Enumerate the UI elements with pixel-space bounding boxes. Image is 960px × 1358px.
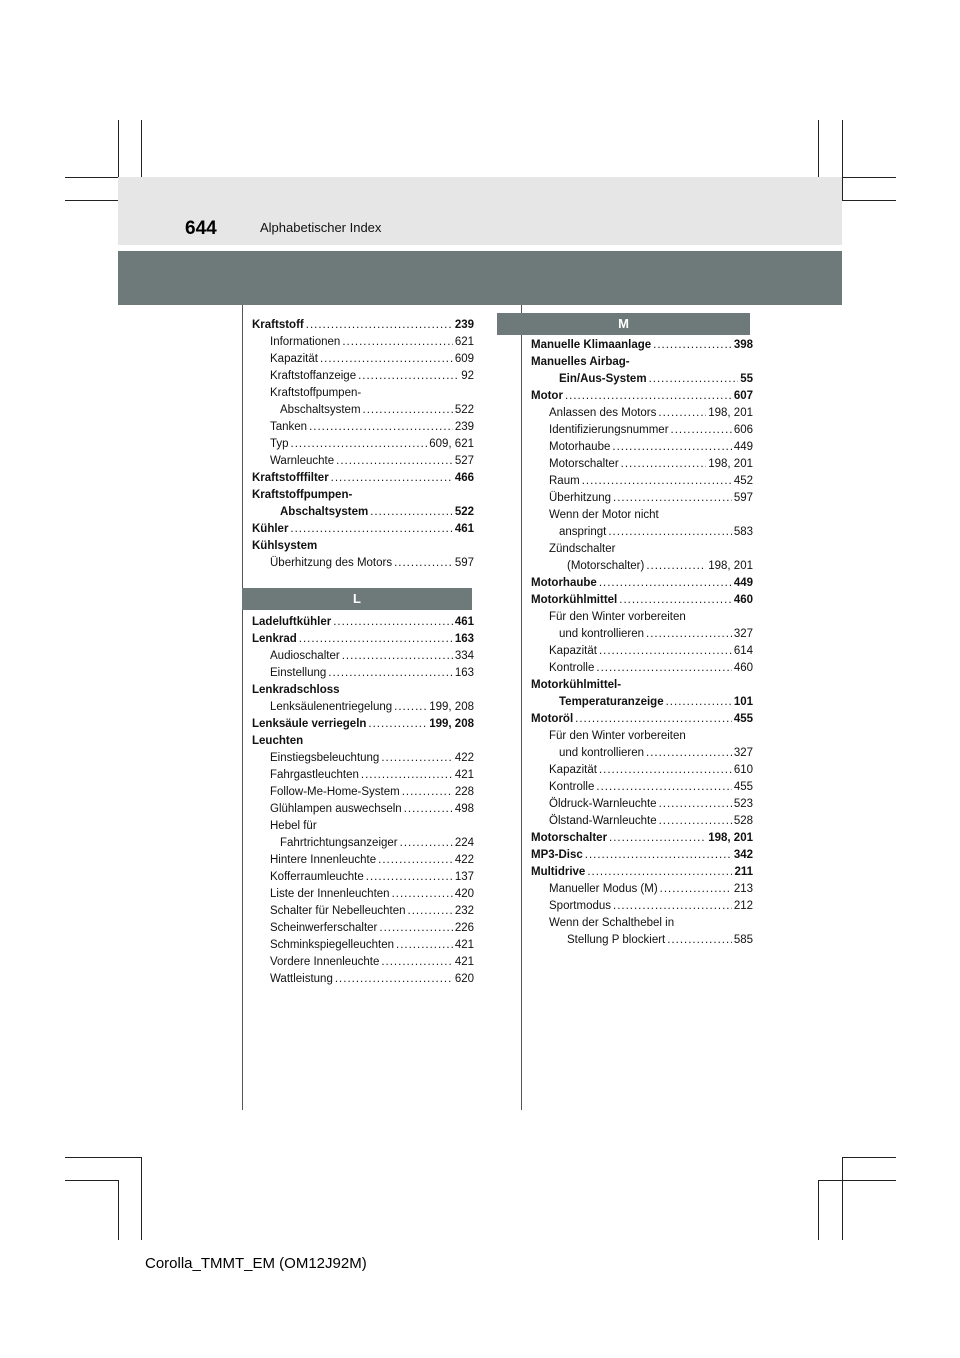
index-page-ref: 101 (733, 696, 753, 708)
index-entry (531, 541, 753, 558)
index-entry (531, 405, 753, 422)
dot-leader (596, 660, 731, 677)
index-entry (531, 524, 753, 541)
index-term: Motorschalter (531, 832, 608, 844)
index-page-ref: 334 (454, 650, 474, 662)
index-page-ref: 610 (733, 764, 753, 776)
index-entry (531, 490, 753, 507)
index-entry (252, 538, 474, 555)
dot-leader (370, 504, 453, 521)
index-term: Zündschalter (549, 543, 616, 555)
index-entry (252, 716, 474, 733)
crop-mark (65, 1180, 118, 1181)
index-term: Überhitzung (549, 492, 612, 504)
dot-leader (342, 334, 452, 351)
dot-leader (306, 317, 453, 334)
index-entry (531, 745, 753, 762)
index-page-ref: 224 (454, 837, 474, 849)
index-term: Schalter für Nebelleuchten (270, 905, 406, 917)
index-page-ref: 213 (733, 883, 753, 895)
index-term: Audioschalter (270, 650, 340, 662)
index-entry (531, 915, 753, 932)
dot-leader (336, 453, 453, 470)
index-term: Hintere Innenleuchte (270, 854, 377, 866)
index-page-ref: 226 (454, 922, 474, 934)
column-divider (242, 305, 243, 1110)
index-page-ref: 422 (454, 752, 474, 764)
index-term: Manueller Modus (M) (549, 883, 658, 895)
index-page-ref: 55 (740, 373, 753, 385)
dot-leader (363, 402, 453, 419)
index-entry (252, 852, 474, 869)
index-term: Motorkühlmittel- (531, 679, 622, 691)
index-entry (531, 898, 753, 915)
index-page-ref: 398 (733, 339, 753, 351)
index-term: Raum (549, 475, 580, 487)
index-page-ref: 455 (733, 713, 753, 725)
dot-leader (599, 575, 732, 592)
index-entry (531, 779, 753, 796)
index-term: Lenksäulenentriegelung (270, 701, 393, 713)
dot-leader (309, 419, 453, 436)
dot-leader (582, 473, 732, 490)
index-term: Sportmodus (549, 900, 612, 912)
dot-leader (585, 847, 732, 864)
dot-leader (381, 954, 452, 971)
index-entry (252, 784, 474, 801)
index-term: Temperaturanzeige (559, 696, 664, 708)
index-term: Manuelle Klimaanlage (531, 339, 652, 351)
index-entry (252, 436, 474, 453)
index-term: Ölstand-Warnleuchte (549, 815, 657, 827)
dot-leader (290, 521, 452, 538)
index-term: und kontrollieren (559, 747, 645, 759)
dot-leader (658, 405, 706, 422)
index-term: Glühlampen auswechseln (270, 803, 402, 815)
crop-mark (842, 1157, 843, 1240)
index-page-ref: 163 (454, 633, 474, 645)
index-entry (252, 750, 474, 767)
index-page-ref: 522 (454, 404, 474, 416)
index-page-ref: 449 (733, 577, 753, 589)
index-term: Einstiegsbeleuchtung (270, 752, 380, 764)
index-term: Motorschalter (549, 458, 619, 470)
dot-leader (619, 592, 732, 609)
dot-leader (659, 813, 732, 830)
index-term: Vordere Innenleuchte (270, 956, 380, 968)
index-page-ref: 597 (733, 492, 753, 504)
index-entry (252, 453, 474, 470)
index-page-ref: 460 (733, 594, 753, 606)
index-term: Leuchten (252, 735, 304, 747)
dot-leader (402, 784, 453, 801)
index-page-ref: 198, 201 (708, 560, 753, 572)
index-term: MP3-Disc (531, 849, 583, 861)
index-page-ref: 421 (454, 939, 474, 951)
index-page-ref: 211 (734, 866, 753, 878)
crop-mark (842, 1157, 896, 1158)
index-entry (531, 830, 753, 847)
index-entry (531, 813, 753, 830)
index-term: Liste der Innenleuchten (270, 888, 390, 900)
crop-mark (65, 200, 118, 201)
index-term: Anlassen des Motors (549, 407, 657, 419)
dot-leader (394, 699, 427, 716)
index-entry (252, 903, 474, 920)
index-term: Einstellung (270, 667, 327, 679)
index-term: Motorkühlmittel (531, 594, 618, 606)
index-term: Stellung P blockiert (567, 934, 666, 946)
index-page-ref: 228 (454, 786, 474, 798)
index-entry (531, 626, 753, 643)
dot-leader (408, 903, 453, 920)
index-term: Kühlsystem (252, 540, 318, 552)
index-page-ref: 198, 201 (708, 407, 753, 419)
index-entry (531, 422, 753, 439)
dot-leader (368, 716, 427, 733)
index-page-ref: 420 (454, 888, 474, 900)
index-term: Motorhaube (549, 441, 611, 453)
index-page-ref: 460 (733, 662, 753, 674)
index-entry (252, 631, 474, 648)
index-term: Warnleuchte (270, 455, 335, 467)
index-page-ref: 609, 621 (429, 438, 474, 450)
header-dark-band (118, 251, 842, 305)
index-page-ref: 452 (733, 475, 753, 487)
index-term: (Motorschalter) (567, 560, 645, 572)
index-entry (252, 402, 474, 419)
section-header-m: M (497, 313, 750, 335)
index-entry (252, 385, 474, 402)
index-term: Kontrolle (549, 662, 595, 674)
index-page-ref: 422 (454, 854, 474, 866)
dot-leader (392, 886, 453, 903)
dot-leader (361, 767, 453, 784)
index-term: und kontrollieren (559, 628, 645, 640)
index-page-ref: 327 (733, 628, 753, 640)
index-page-ref: 342 (733, 849, 753, 861)
index-term: Für den Winter vorbereiten (549, 611, 686, 623)
index-term: Fahrtrichtungsanzeiger (280, 837, 398, 849)
dot-leader (366, 869, 453, 886)
dot-leader (596, 779, 731, 796)
dot-leader (331, 470, 453, 487)
index-page-ref: 199, 208 (429, 718, 474, 730)
dot-leader (320, 351, 453, 368)
index-page-ref: 199, 208 (429, 701, 474, 713)
index-column-left-l (252, 614, 474, 988)
index-term: Fahrgastleuchten (270, 769, 359, 781)
document-code: Corolla_TMMT_EM (OM12J92M) (145, 1255, 367, 1272)
index-entry (531, 558, 753, 575)
dot-leader (575, 711, 732, 728)
index-entry (531, 337, 753, 354)
index-term: Für den Winter vorbereiten (549, 730, 686, 742)
crop-mark (818, 1180, 896, 1181)
dot-leader (660, 881, 732, 898)
index-entry (252, 648, 474, 665)
dot-leader (646, 626, 732, 643)
index-term: Wenn der Schalthebel in (549, 917, 675, 929)
crop-mark (842, 200, 896, 201)
dot-leader (333, 614, 453, 631)
index-entry (531, 439, 753, 456)
dot-leader (613, 490, 732, 507)
index-entry (531, 796, 753, 813)
page-number: 644 (185, 218, 217, 239)
dot-leader (404, 801, 453, 818)
index-page-ref: 198, 201 (708, 458, 753, 470)
index-entry (252, 954, 474, 971)
dot-leader (612, 439, 731, 456)
index-term: Lenkrad (252, 633, 297, 645)
index-entry (252, 869, 474, 886)
dot-leader (291, 436, 428, 453)
dot-leader (599, 762, 732, 779)
index-entry (531, 643, 753, 660)
index-term: Kontrolle (549, 781, 595, 793)
index-entry (531, 592, 753, 609)
index-term: Kapazität (549, 645, 597, 657)
index-entry (531, 694, 753, 711)
index-page-ref: 466 (454, 472, 474, 484)
index-entry (252, 733, 474, 750)
index-term: Schminkspiegelleuchten (270, 939, 395, 951)
index-term: Wenn der Motor nicht (549, 509, 659, 521)
dot-leader (378, 852, 453, 869)
crop-mark (65, 1157, 141, 1158)
index-page-ref: 609 (454, 353, 474, 365)
index-page-ref: 421 (454, 956, 474, 968)
dot-leader (299, 631, 453, 648)
dot-leader (396, 937, 453, 954)
index-term: Manuelles Airbag- (531, 356, 630, 368)
dot-leader (335, 971, 453, 988)
index-term: Kapazität (549, 764, 597, 776)
index-entry (531, 371, 753, 388)
index-entry (252, 835, 474, 852)
dot-leader (342, 648, 453, 665)
dot-leader (613, 898, 732, 915)
dot-leader (599, 643, 732, 660)
index-term: Ladeluftkühler (252, 616, 332, 628)
dot-leader (646, 558, 706, 575)
dot-leader (666, 694, 732, 711)
index-term: Kühler (252, 523, 289, 535)
index-term: Informationen (270, 336, 341, 348)
index-page-ref: 163 (454, 667, 474, 679)
index-page-ref: 527 (454, 455, 474, 467)
index-entry (531, 864, 753, 881)
dot-leader (358, 368, 459, 385)
index-entry (531, 575, 753, 592)
index-page-ref: 455 (733, 781, 753, 793)
index-term: Lenksäule verriegeln (252, 718, 367, 730)
index-term: Multidrive (531, 866, 586, 878)
crop-mark (118, 1180, 119, 1240)
index-page-ref: 461 (454, 616, 474, 628)
index-page-ref: 620 (454, 973, 474, 985)
index-term: Motor (531, 390, 563, 402)
index-entry (252, 699, 474, 716)
dot-leader (328, 665, 453, 682)
index-entry (252, 351, 474, 368)
index-term: Kraftstoffanzeige (270, 370, 357, 382)
dot-leader (608, 524, 732, 541)
index-page-ref: 421 (454, 769, 474, 781)
index-entry (531, 388, 753, 405)
index-page-ref: 137 (454, 871, 474, 883)
index-page-ref: 522 (454, 506, 474, 518)
index-page-ref: 449 (733, 441, 753, 453)
index-entry (531, 507, 753, 524)
dot-leader (659, 796, 732, 813)
index-term: Motoröl (531, 713, 574, 725)
index-page-ref: 585 (733, 934, 753, 946)
dot-leader (379, 920, 452, 937)
dot-leader (667, 932, 732, 949)
index-page-ref: 239 (454, 319, 474, 331)
index-term: Follow-Me-Home-System (270, 786, 400, 798)
dot-leader (649, 371, 739, 388)
crop-mark (818, 1180, 819, 1240)
index-entry (531, 728, 753, 745)
index-entry (252, 521, 474, 538)
index-term: Kraftstoff (252, 319, 304, 331)
index-page-ref: 606 (733, 424, 753, 436)
index-page-ref: 621 (454, 336, 474, 348)
index-page-ref: 327 (733, 747, 753, 759)
dot-leader (653, 337, 732, 354)
index-page-ref: 232 (454, 905, 474, 917)
dot-leader (646, 745, 732, 762)
dot-leader (609, 830, 706, 847)
index-term: Wattleistung (270, 973, 333, 985)
index-entry (252, 419, 474, 436)
index-entry (252, 368, 474, 385)
index-entry (531, 456, 753, 473)
section-header-l: L (242, 588, 472, 610)
dot-leader (381, 750, 452, 767)
dot-leader (587, 864, 732, 881)
index-entry (252, 818, 474, 835)
index-term: Hebel für (270, 820, 317, 832)
crop-mark (141, 1157, 142, 1240)
index-term: Kraftstoffpumpen- (270, 387, 362, 399)
index-entry (252, 682, 474, 699)
index-term: Kraftstoffpumpen- (252, 489, 353, 501)
index-term: Typ (270, 438, 289, 450)
dot-leader (565, 388, 732, 405)
dot-leader (400, 835, 453, 852)
index-entry (531, 660, 753, 677)
index-entry (531, 881, 753, 898)
index-term: Lenkradschloss (252, 684, 340, 696)
index-term: Überhitzung des Motors (270, 557, 393, 569)
index-entry (252, 971, 474, 988)
index-page-ref: 528 (733, 815, 753, 827)
index-entry (252, 937, 474, 954)
index-entry (531, 354, 753, 371)
index-entry (531, 762, 753, 779)
index-term: Kraftstofffilter (252, 472, 329, 484)
column-divider (521, 305, 522, 1110)
index-entry (252, 470, 474, 487)
index-page-ref: 92 (461, 370, 474, 382)
index-term: anspringt (559, 526, 607, 538)
index-term: Identifizierungsnummer (549, 424, 669, 436)
index-page-ref: 607 (733, 390, 753, 402)
dot-leader (394, 555, 453, 572)
index-term: Ein/Aus-System (559, 373, 647, 385)
index-entry (252, 801, 474, 818)
index-term: Tanken (270, 421, 308, 433)
crop-mark (842, 120, 843, 200)
index-entry (252, 555, 474, 572)
dot-leader (621, 456, 707, 473)
index-entry (531, 473, 753, 490)
index-term: Abschaltsystem (280, 506, 369, 518)
index-entry (252, 334, 474, 351)
index-page-ref: 523 (733, 798, 753, 810)
index-term: Kapazität (270, 353, 318, 365)
index-term: Öldruck-Warnleuchte (549, 798, 657, 810)
index-entry (252, 920, 474, 937)
index-page-ref: 583 (733, 526, 753, 538)
index-entry (531, 677, 753, 694)
index-term: Abschaltsystem (280, 404, 361, 416)
index-column-left (252, 317, 474, 572)
index-page-ref: 212 (733, 900, 753, 912)
index-entry (531, 932, 753, 949)
page-title: Alphabetischer Index (260, 220, 382, 235)
index-entry (531, 711, 753, 728)
index-entry (252, 487, 474, 504)
index-entry (252, 317, 474, 334)
index-page-ref: 498 (454, 803, 474, 815)
index-column-right (531, 337, 753, 949)
header-band (118, 177, 842, 245)
index-term: Kofferraumleuchte (270, 871, 364, 883)
index-entry (252, 886, 474, 903)
index-page-ref: 198, 201 (708, 832, 753, 844)
index-entry (252, 614, 474, 631)
index-page-ref: 461 (454, 523, 474, 535)
index-page-ref: 614 (733, 645, 753, 657)
index-page-ref: 239 (454, 421, 474, 433)
index-entry (252, 767, 474, 784)
index-entry (252, 504, 474, 521)
index-term: Motorhaube (531, 577, 597, 589)
index-entry (252, 665, 474, 682)
index-entry (531, 609, 753, 626)
index-entry (531, 847, 753, 864)
index-page-ref: 597 (454, 557, 474, 569)
dot-leader (671, 422, 732, 439)
index-term: Scheinwerferschalter (270, 922, 378, 934)
